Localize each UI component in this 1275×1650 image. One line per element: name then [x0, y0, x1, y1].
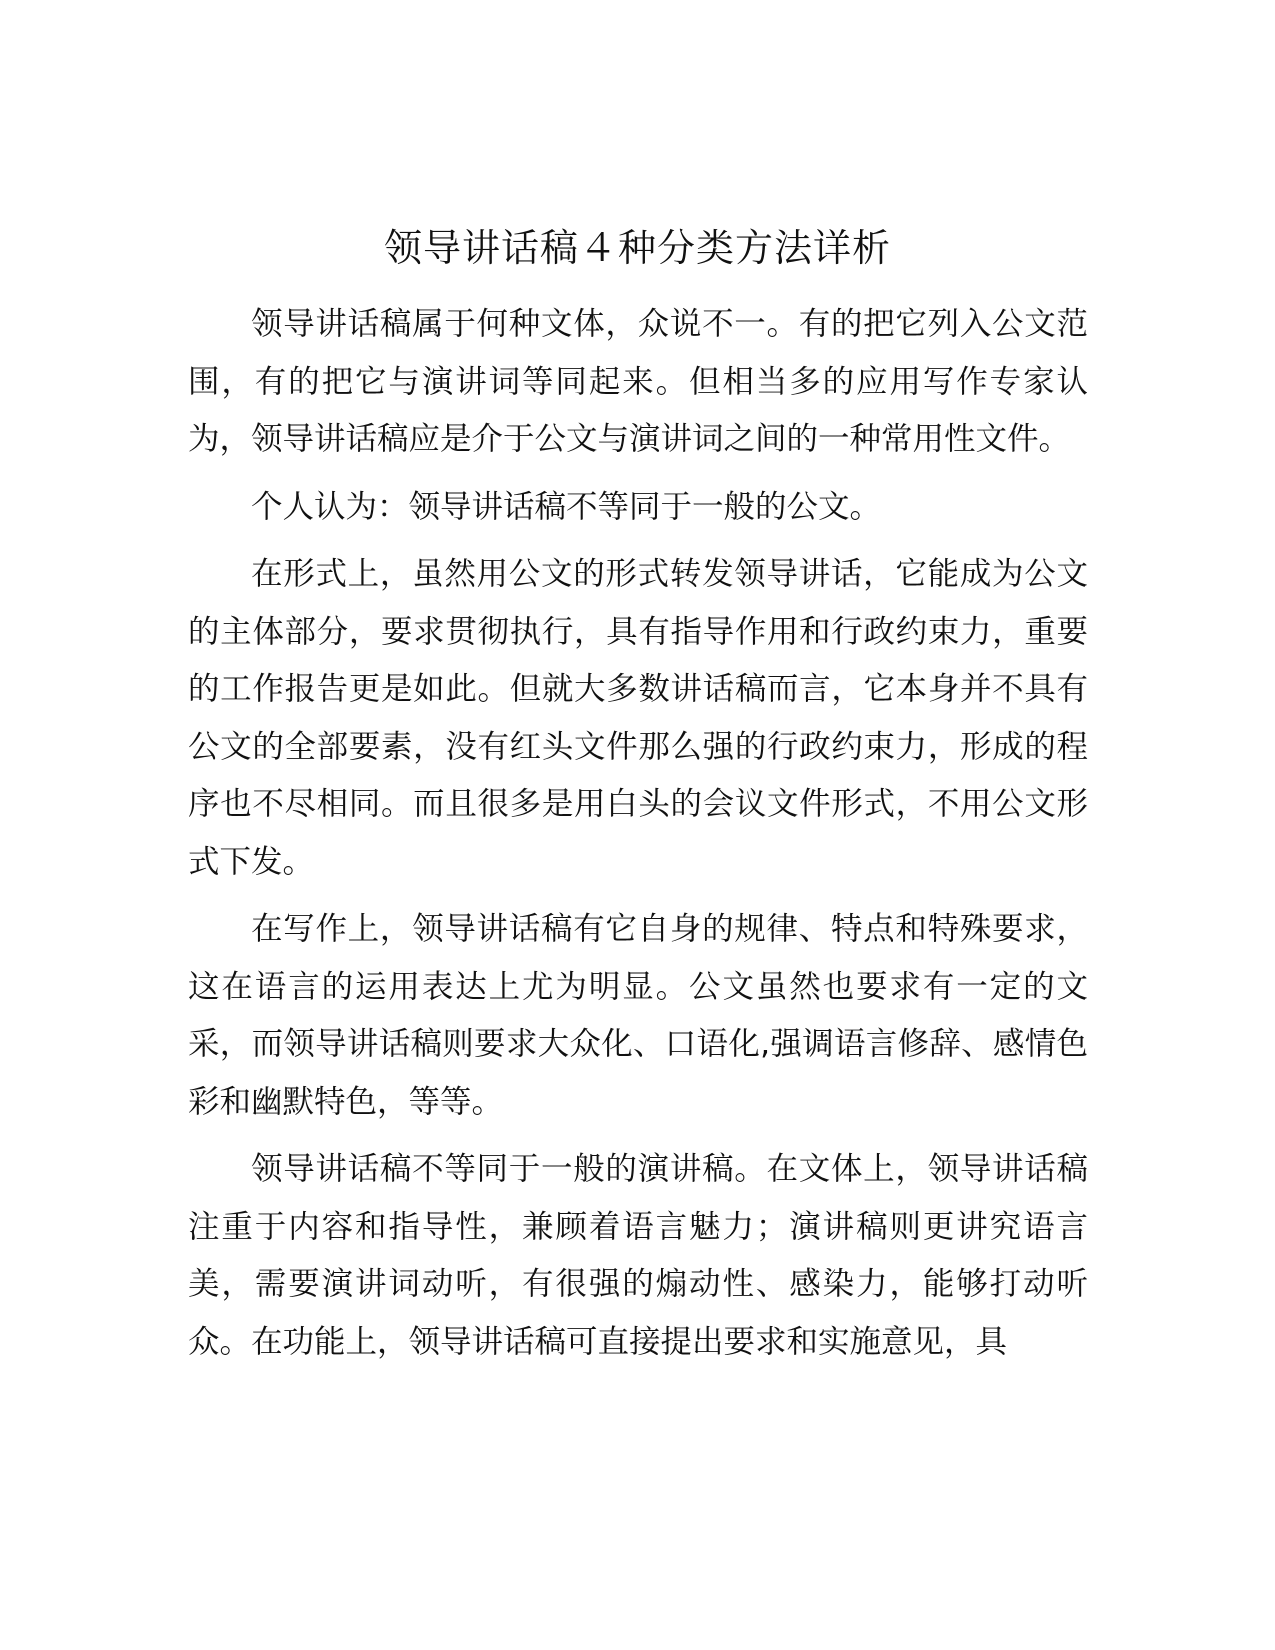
document-body	[188, 296, 1088, 1381]
document-title: 领导讲话稿４种分类方法详析	[383, 226, 891, 270]
paragraph-5: 领导讲话稿不等同于一般的演讲稿。在文体上，领导讲话稿注重于内容和指导性，兼顾着语言魅力；演讲稿则更讲究语言美，需要演讲词动听，有很强的煽动性、感染力，能够打动听众。在功能上，领导讲话稿可直接提出要求和实施意见，具	[188, 1151, 1088, 1360]
paragraph-2: 个人认为：领导讲话稿不等同于一般的公文。	[251, 488, 882, 525]
paragraph-1: 领导讲话稿属于何种文体，众说不一。有的把它列入公文范围，有的把它与演讲词等同起来。但相当多的应用写作专家认为，领导讲话稿应是介于公文与演讲词之间的一种常用性文件。	[188, 306, 1088, 457]
paragraph-3: 在形式上，虽然用公文的形式转发领导讲话，它能成为公文的主体部分，要求贯彻执行，具有指导作用和行政约束力，重要的工作报告更是如此。但就大多数讲话稿而言，它本身并不具有公文的全部要素，没有红头文件那么强的行政约束力，形成的程序也不尽相同。而且很多是用白头的会议文件形式，不用公文形式下发。	[188, 556, 1088, 880]
paragraph-4: 在写作上，领导讲话稿有它自身的规律、特点和特殊要求，这在语言的运用表达上尤为明显。公文虽然也要求有一定的文采，而领导讲话稿则要求大众化、口语化,强调语言修辞、感情色彩和幽默特色，等等。	[188, 911, 1088, 1120]
